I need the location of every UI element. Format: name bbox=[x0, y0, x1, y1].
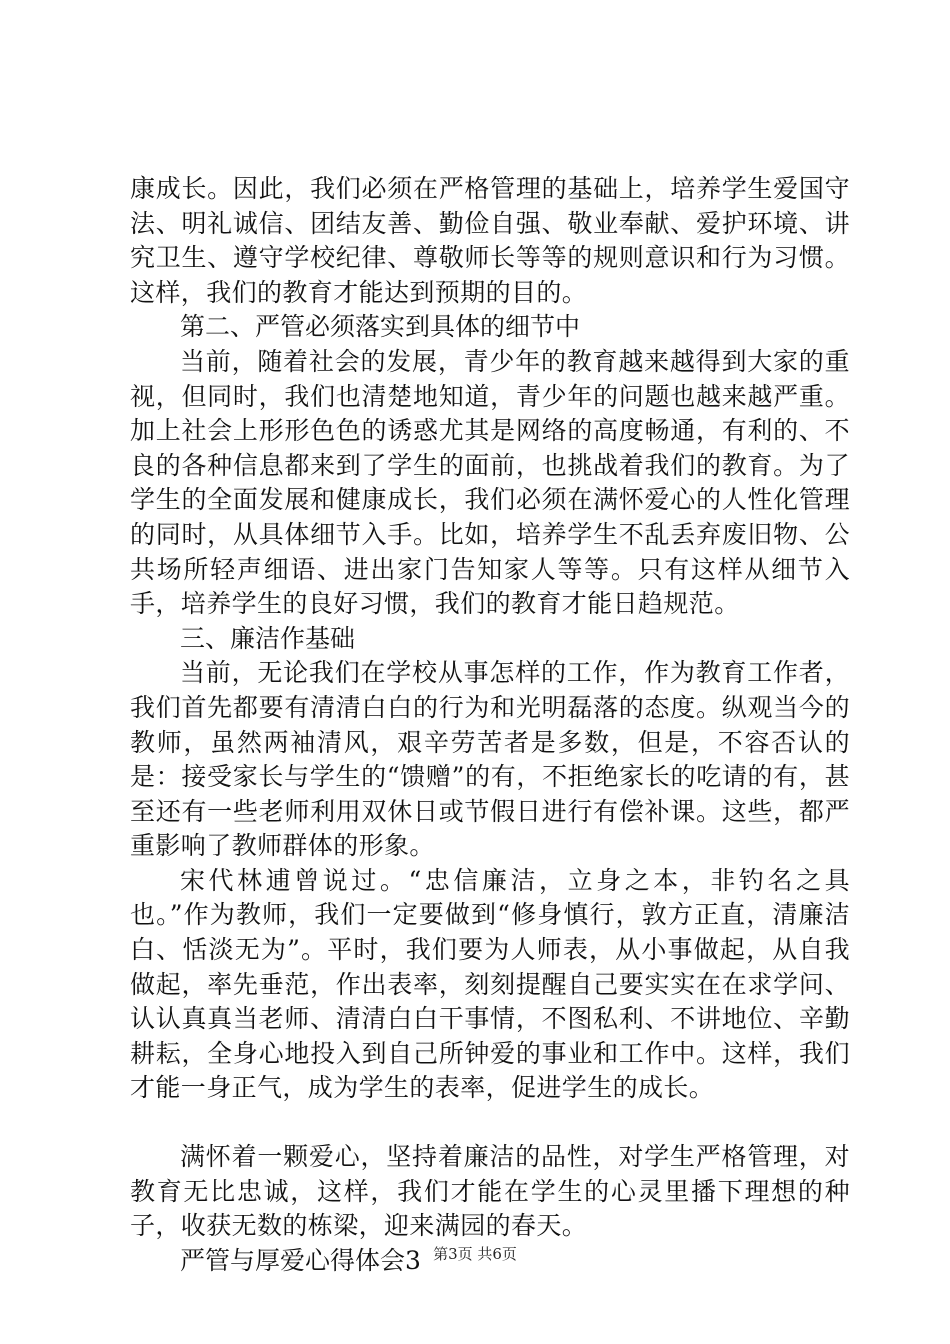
page-number-footer: 第3页 共6页 bbox=[433, 1245, 517, 1263]
paragraph-continuation: 康成长。因此，我们必须在严格管理的基础上，培养学生爱国守法、明礼诚信、团结友善、勤俭自强、敬业奉献、爱护环境、讲究卫生、遵守学校纪律、尊敬师长等等的规则意识和行为习惯。这样，我们的教育才能达到预期的目的。 bbox=[130, 174, 850, 307]
paragraph-details: 当前，随着社会的发展，青少年的教育越来越得到大家的重视，但同时，我们也清楚地知道，青少年的问题也越来越严重。加上社会上形形色色的诱惑尤其是网络的高度畅通，有利的、不良的各种信息都来到了学生的面前，也挑战着我们的教育。为了学生的全面发展和健康成长，我们必须在满怀爱心的人性化管理的同时，从具体细节入手。比如，培养学生不乱丢弃废旧物、公共场所轻声细语、进出家门告知家人等等。只有这样从细节入手，培养学生的良好习惯，我们的教育才能日趋规范。 bbox=[130, 346, 850, 619]
paragraph-conclusion: 满怀着一颗爱心，坚持着廉洁的品性，对学生严格管理，对教育无比忠诚，这样，我们才能在学生的心灵里播下理想的种子，收获无数的栋梁，迎来满园的春天。 bbox=[130, 1142, 850, 1241]
document-body bbox=[130, 172, 850, 1278]
next-article-title: 严管与厚爱心得体会3 bbox=[180, 1245, 421, 1275]
paragraph-gap bbox=[130, 1106, 850, 1140]
section-heading-second: 第二、严管必须落实到具体的细节中 bbox=[180, 312, 581, 342]
section-heading-third: 三、廉洁作基础 bbox=[180, 623, 356, 653]
paragraph-quote: 宋代林逋曾说过。“忠信廉洁，立身之本，非钓名之具也。”作为教师，我们一定要做到“修身慎行，敦方正直，清廉洁白、恬淡无为”。平时，我们要为人师表，从小事做起，从自我做起，率先垂范，作出表率，刻刻提醒自己要实实在在求学问、认认真真当老师、清清白白干事情，不图私利、不讲地位、辛勤耕耘，全身心地投入到自己所钟爱的事业和工作中。这样，我们才能一身正气，成为学生的表率，促进学生的成长。 bbox=[130, 865, 850, 1103]
paragraph-integrity: 当前，无论我们在学校从事怎样的工作，作为教育工作者，我们首先都要有清清白白的行为和光明磊落的态度。纵观当今的教师，虽然两袖清风，艰辛劳苦者是多数，但是，不容否认的是：接受家长与学生的“馈赠”的有，不拒绝家长的吃请的有，甚至还有一些老师利用双休日或节假日进行有偿补课。这些，都严重影响了教师群体的形象。 bbox=[130, 658, 850, 861]
